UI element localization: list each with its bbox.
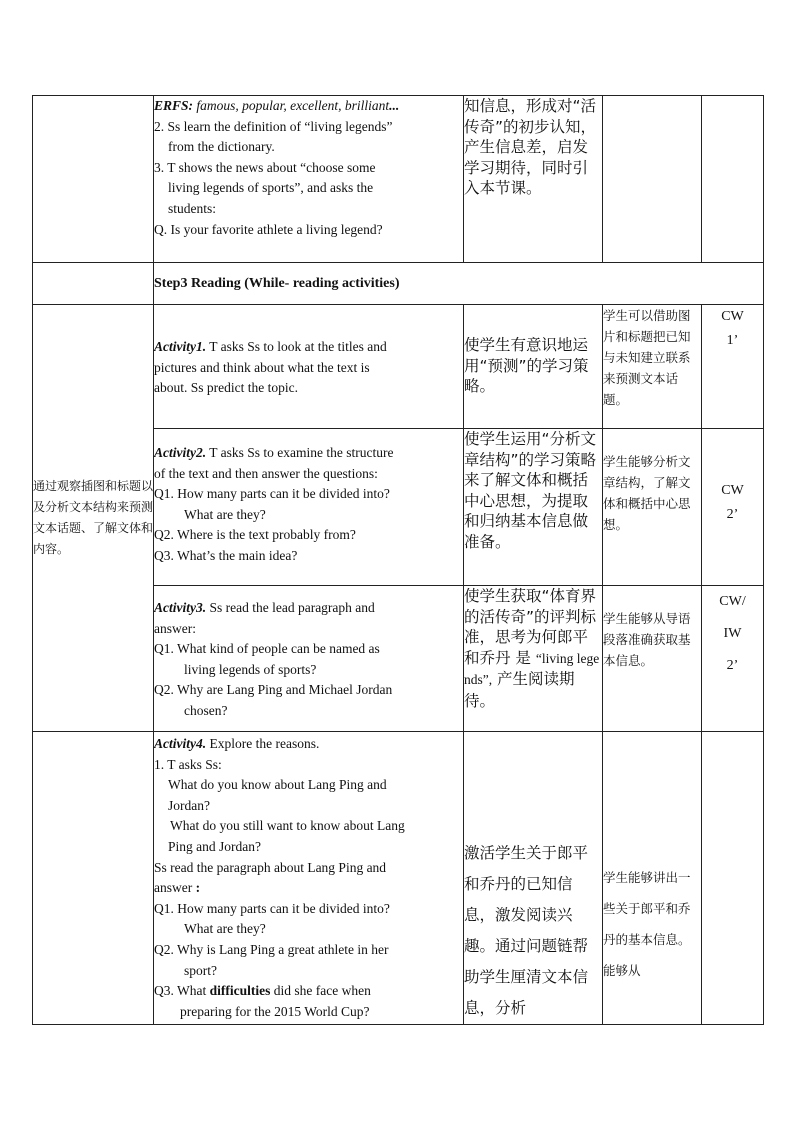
text-line: from the dictionary. xyxy=(168,139,275,155)
text-line: Q3. What difficulties did she face when xyxy=(154,983,371,999)
activity-cell xyxy=(154,96,464,263)
activity-title: Activity4. xyxy=(154,736,207,751)
text-line: Q. Is your favorite athlete a living legend? xyxy=(154,221,383,237)
mode-label: CW xyxy=(721,483,744,498)
text-line: Activity4. Explore the reasons. xyxy=(154,736,320,751)
text-line: Q2. Why are Lang Ping and Michael Jordan xyxy=(154,682,393,698)
text-line: pictures and think about what the text is xyxy=(154,359,370,375)
text-line: Activity2. T asks Ss to examine the structure xyxy=(154,445,394,460)
text-line: 3. T shows the news about “choose some xyxy=(154,159,376,175)
text-line: What are they? xyxy=(184,921,266,937)
activity-cell xyxy=(154,305,464,429)
text-line: What do you still want to know about Lang xyxy=(170,818,405,834)
table-row xyxy=(33,732,764,1025)
text-line: Activity1. T asks Ss to look at the titles and xyxy=(154,339,387,354)
mode-label: CW xyxy=(721,309,744,324)
purpose-cell: 使学生获取“体育界的活传奇”的评判标准，思考为何郎平和乔丹 是 “living legends”, 产生阅读期待。 xyxy=(464,586,603,732)
time-label: 2’ xyxy=(726,507,739,522)
text-line: ERFS: famous, popular, excellent, brilliant... xyxy=(154,98,400,113)
text-line: living legends of sports”, and asks the xyxy=(168,180,374,196)
text-line: 2. Ss learn the definition of “living legends” xyxy=(154,118,393,134)
text-line: students: xyxy=(168,200,217,216)
time-cell xyxy=(702,586,764,732)
assessment-cell: 学生能够分析文章结构，了解文体和概括中心思想。 xyxy=(603,429,702,586)
activity-title: Activity2. xyxy=(154,445,207,460)
purpose-cell: 使学生有意识地运用“预测”的学习策略。 xyxy=(464,305,603,429)
text-line: about. Ss predict the topic. xyxy=(154,380,298,396)
table-row xyxy=(33,263,764,305)
purpose-cell: 知信息，形成对“活传奇”的初步认知，产生信息差，启发学习期待，同时引入本节课。 xyxy=(464,96,603,263)
text-line: Jordan? xyxy=(168,797,210,813)
table-row xyxy=(33,96,764,263)
text-line: of the text and then answer the questions: xyxy=(154,465,378,481)
text-line: Q2. Why is Lang Ping a great athlete in her xyxy=(154,941,389,957)
time-cell xyxy=(702,732,764,1025)
text-line: What do you know about Lang Ping and xyxy=(168,777,387,793)
goal-cell: 通过观察插图和标题以及分析文本结构来预测文本话题、了解文体和内容。 xyxy=(33,305,154,732)
step-header: Step3 Reading (While- reading activities) xyxy=(154,263,764,305)
lesson-plan-table xyxy=(32,95,764,1025)
goal-cell xyxy=(33,96,154,263)
text-line: Ping and Jordan? xyxy=(168,838,261,854)
goal-cell xyxy=(33,263,154,305)
text-line: Q3. What’s the main idea? xyxy=(154,547,298,563)
purpose-cell: 使学生运用“分析文章结构”的学习策略来了解文体和概括中心思想，为提取和归纳基本信息做准备。 xyxy=(464,429,603,586)
time-cell xyxy=(702,305,764,429)
purpose-cell: 激活学生关于郎平和乔丹的已知信息，激发阅读兴趣。通过问题链帮助学生厘清文本信息，分析 xyxy=(464,732,603,1025)
activity-title: Activity1. xyxy=(154,339,207,354)
activity-cell xyxy=(154,429,464,586)
time-label: 1’ xyxy=(726,333,739,348)
mode-label: IW xyxy=(723,626,742,641)
text-line: What are they? xyxy=(184,506,266,522)
text-line: sport? xyxy=(184,962,217,978)
assessment-cell xyxy=(603,96,702,263)
text-line: answer : xyxy=(154,880,201,896)
activity-title: Activity3. xyxy=(154,600,207,615)
text-line: Activity3. Ss read the lead paragraph and xyxy=(154,600,375,615)
text-line: Q1. How many parts can it be divided into? xyxy=(154,486,390,502)
text-line: Q1. How many parts can it be divided into? xyxy=(154,900,390,916)
activity-cell xyxy=(154,586,464,732)
text-line: 1. T asks Ss: xyxy=(154,756,222,772)
time-cell xyxy=(702,429,764,586)
text-line: living legends of sports? xyxy=(184,661,317,677)
assessment-cell: 学生可以借助图片和标题把已知与未知建立联系来预测文本话题。 xyxy=(603,305,702,429)
text-line: preparing for the 2015 World Cup? xyxy=(180,1003,370,1019)
time-cell xyxy=(702,96,764,263)
activity-cell xyxy=(154,732,464,1025)
assessment-cell: 学生能够从导语段落准确获取基本信息。 xyxy=(603,586,702,732)
mode-label: CW/ xyxy=(719,594,746,609)
text-line: answer: xyxy=(154,620,196,636)
text-line: Q1. What kind of people can be named as xyxy=(154,641,380,657)
goal-cell xyxy=(33,732,154,1025)
text-line: Q2. Where is the text probably from? xyxy=(154,527,356,543)
text-line: chosen? xyxy=(184,702,228,718)
text-line: Ss read the paragraph about Lang Ping and xyxy=(154,859,387,875)
assessment-cell: 学生能够讲出一些关于郎平和乔丹的基本信息。能够从 xyxy=(603,732,702,1025)
table-row xyxy=(33,305,764,429)
time-label: 2’ xyxy=(726,658,739,673)
